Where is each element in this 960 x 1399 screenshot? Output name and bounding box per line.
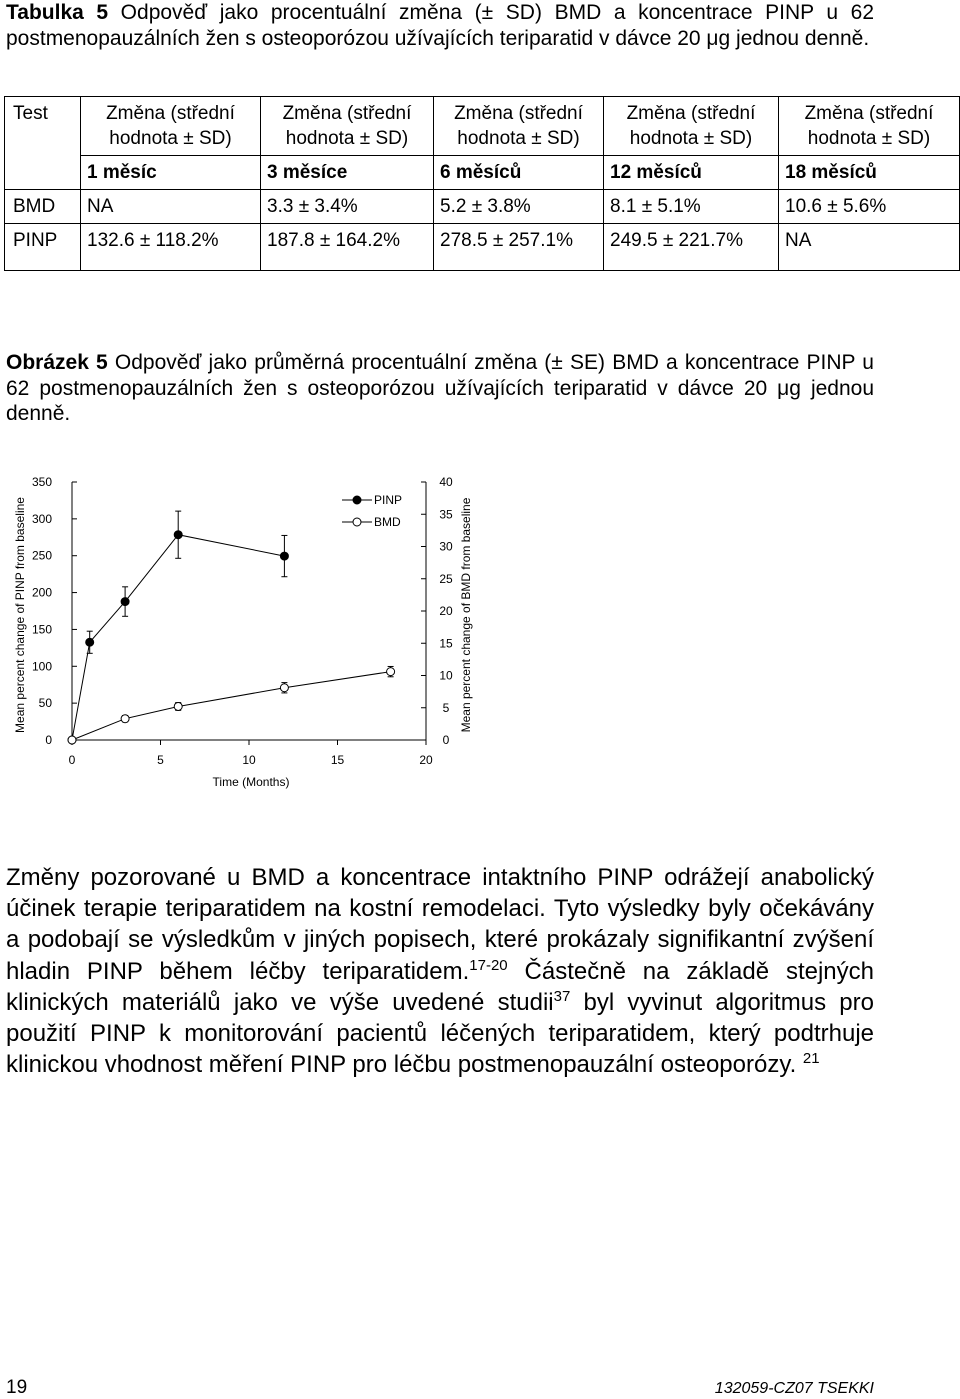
table-cell: 249.5 ± 221.7%: [604, 224, 779, 271]
y-right-tick-label: 20: [439, 604, 453, 618]
figure-caption-label: Obrázek 5: [6, 351, 108, 374]
bmd-data-point: [387, 668, 395, 676]
figure-caption-text: Odpověď jako průměrná procentuální změna (± SE) BMD a koncentrace PINP u 62 postmenopauzálních žen s osteoporózou užívajících teriparatid v dávce 20 μg jednou denně.: [6, 351, 874, 425]
y-left-tick-label: 350: [31, 475, 52, 489]
month-header: 6 měsíců: [434, 156, 604, 190]
table-cell: 132.6 ± 118.2%: [81, 224, 261, 271]
y-right-tick-label: 15: [439, 636, 453, 651]
y-right-tick-label: 25: [439, 571, 453, 586]
row-label: PINP: [5, 224, 81, 271]
y-right-tick-label: 5: [442, 700, 450, 715]
x-tick-label: 5: [157, 753, 164, 767]
results-table: [4, 96, 960, 271]
series-line-bmd: [72, 672, 391, 740]
pinp-data-point: [174, 531, 182, 539]
y-right-tick-label: 35: [439, 507, 453, 522]
y-left-tick-label: 100: [31, 659, 52, 674]
y-left-tick-label: 50: [38, 696, 52, 711]
chart-legend: [342, 493, 402, 529]
y-left-tick-label: 200: [31, 585, 52, 600]
body-text-part: Částečně na základě stejných klinických materiálů jako ve výše uvedené studii: [6, 957, 874, 1016]
table-cell: 187.8 ± 164.2%: [261, 224, 434, 271]
table-cell: 10.6 ± 5.6%: [779, 190, 960, 224]
chart-series: [68, 511, 395, 744]
month-header: 12 měsíců: [604, 156, 779, 190]
y-left-tick-label: 0: [45, 733, 52, 747]
change-header: Změna (střední hodnota ± SD): [261, 97, 434, 156]
row-label: BMD: [5, 190, 81, 224]
y-left-tick-label: 300: [31, 511, 52, 526]
x-tick-label: 20: [419, 753, 433, 767]
y-right-tick-label: 0: [442, 733, 450, 747]
table-row: [5, 190, 960, 224]
x-tick-label: 10: [242, 753, 256, 767]
body-text-part: Změny pozorované u BMD a koncentrace intaktního PINP odrážejí anabolický účinek terapie teriparatidem na kostní remodelaci. Tyto výsledky byly očekávány a podobají se výsledkům v jiných popisech, které prokázaly signifikantní zvýšení hladin PINP během léčby teriparatidem.: [6, 864, 874, 985]
reference-superscript: 17-20: [469, 956, 508, 974]
y-axis-right-label: Mean percent change of BMD from baseline: [459, 497, 473, 733]
table-caption: [6, 0, 874, 51]
x-tick-label: 0: [68, 753, 76, 767]
month-header: 1 měsíc: [81, 156, 261, 190]
bmd-data-point: [68, 736, 76, 744]
bmd-data-point: [121, 715, 129, 723]
change-header: Změna (střední hodnota ± SD): [779, 97, 960, 156]
pinp-data-point: [280, 552, 288, 560]
month-header: 3 měsíce: [261, 156, 434, 190]
table-cell: NA: [81, 190, 261, 224]
y-axis-left-label: Mean percent change of PINP from baseline: [13, 497, 27, 733]
table-caption-text: Odpověď jako procentuální změna (± SD) BMD a koncentrace PINP u 62 postmenopauzálních žen s osteoporózou užívajících teriparatid v dávce 20 μg jednou denně.: [6, 1, 874, 50]
y-left-tick-label: 250: [31, 548, 52, 563]
table-cell: 278.5 ± 257.1%: [434, 224, 604, 271]
change-header: Změna (střední hodnota ± SD): [434, 97, 604, 156]
document-id: 132059-CZ07 TSEKKI: [714, 1380, 874, 1397]
x-tick-label: 15: [330, 753, 345, 767]
reference-superscript: 21: [802, 1050, 820, 1068]
table-caption-label: Tabulka 5: [6, 1, 109, 24]
bmd-data-point: [280, 684, 288, 692]
pinp-data-point: [86, 638, 94, 646]
figure-caption: [6, 350, 874, 427]
bmd-data-point: [174, 702, 182, 710]
body-paragraph: [6, 862, 874, 1080]
table-header-row: [5, 97, 960, 156]
y-right-tick-label: 40: [439, 475, 453, 489]
table-months-row: [5, 156, 960, 190]
table-cell: 5.2 ± 3.8%: [434, 190, 604, 224]
pinp-bmd-chart: [0, 460, 520, 800]
change-header: Změna (střední hodnota ± SD): [81, 97, 261, 156]
table-cell: NA: [779, 224, 960, 271]
legend-label: PINP: [374, 493, 403, 507]
pinp-data-point: [121, 598, 129, 606]
table-cell: 8.1 ± 5.1%: [604, 190, 779, 224]
month-header: 18 měsíců: [779, 156, 960, 190]
reference-superscript: 37: [553, 987, 571, 1005]
x-axis-label: Time (Months): [212, 775, 290, 789]
body-text-part: byl vyvinut algoritmus pro použití PINP k monitorování pacientů léčených teriparatidem, který podtrhuje klinickou vhodnost měření PINP pro léčbu postmenopauzální osteoporózy.: [6, 988, 874, 1079]
table-cell: 3.3 ± 3.4%: [261, 190, 434, 224]
change-header: Změna (střední hodnota ± SD): [604, 97, 779, 156]
legend-marker: [353, 496, 361, 504]
y-right-tick-label: 30: [439, 539, 453, 554]
legend-label: BMD: [374, 515, 401, 529]
page-number: 19: [6, 1377, 28, 1398]
table-row: [5, 224, 960, 271]
y-right-tick-label: 10: [439, 668, 453, 683]
legend-marker: [353, 518, 361, 526]
y-left-tick-label: 150: [31, 622, 52, 637]
test-header: Test: [5, 97, 81, 190]
